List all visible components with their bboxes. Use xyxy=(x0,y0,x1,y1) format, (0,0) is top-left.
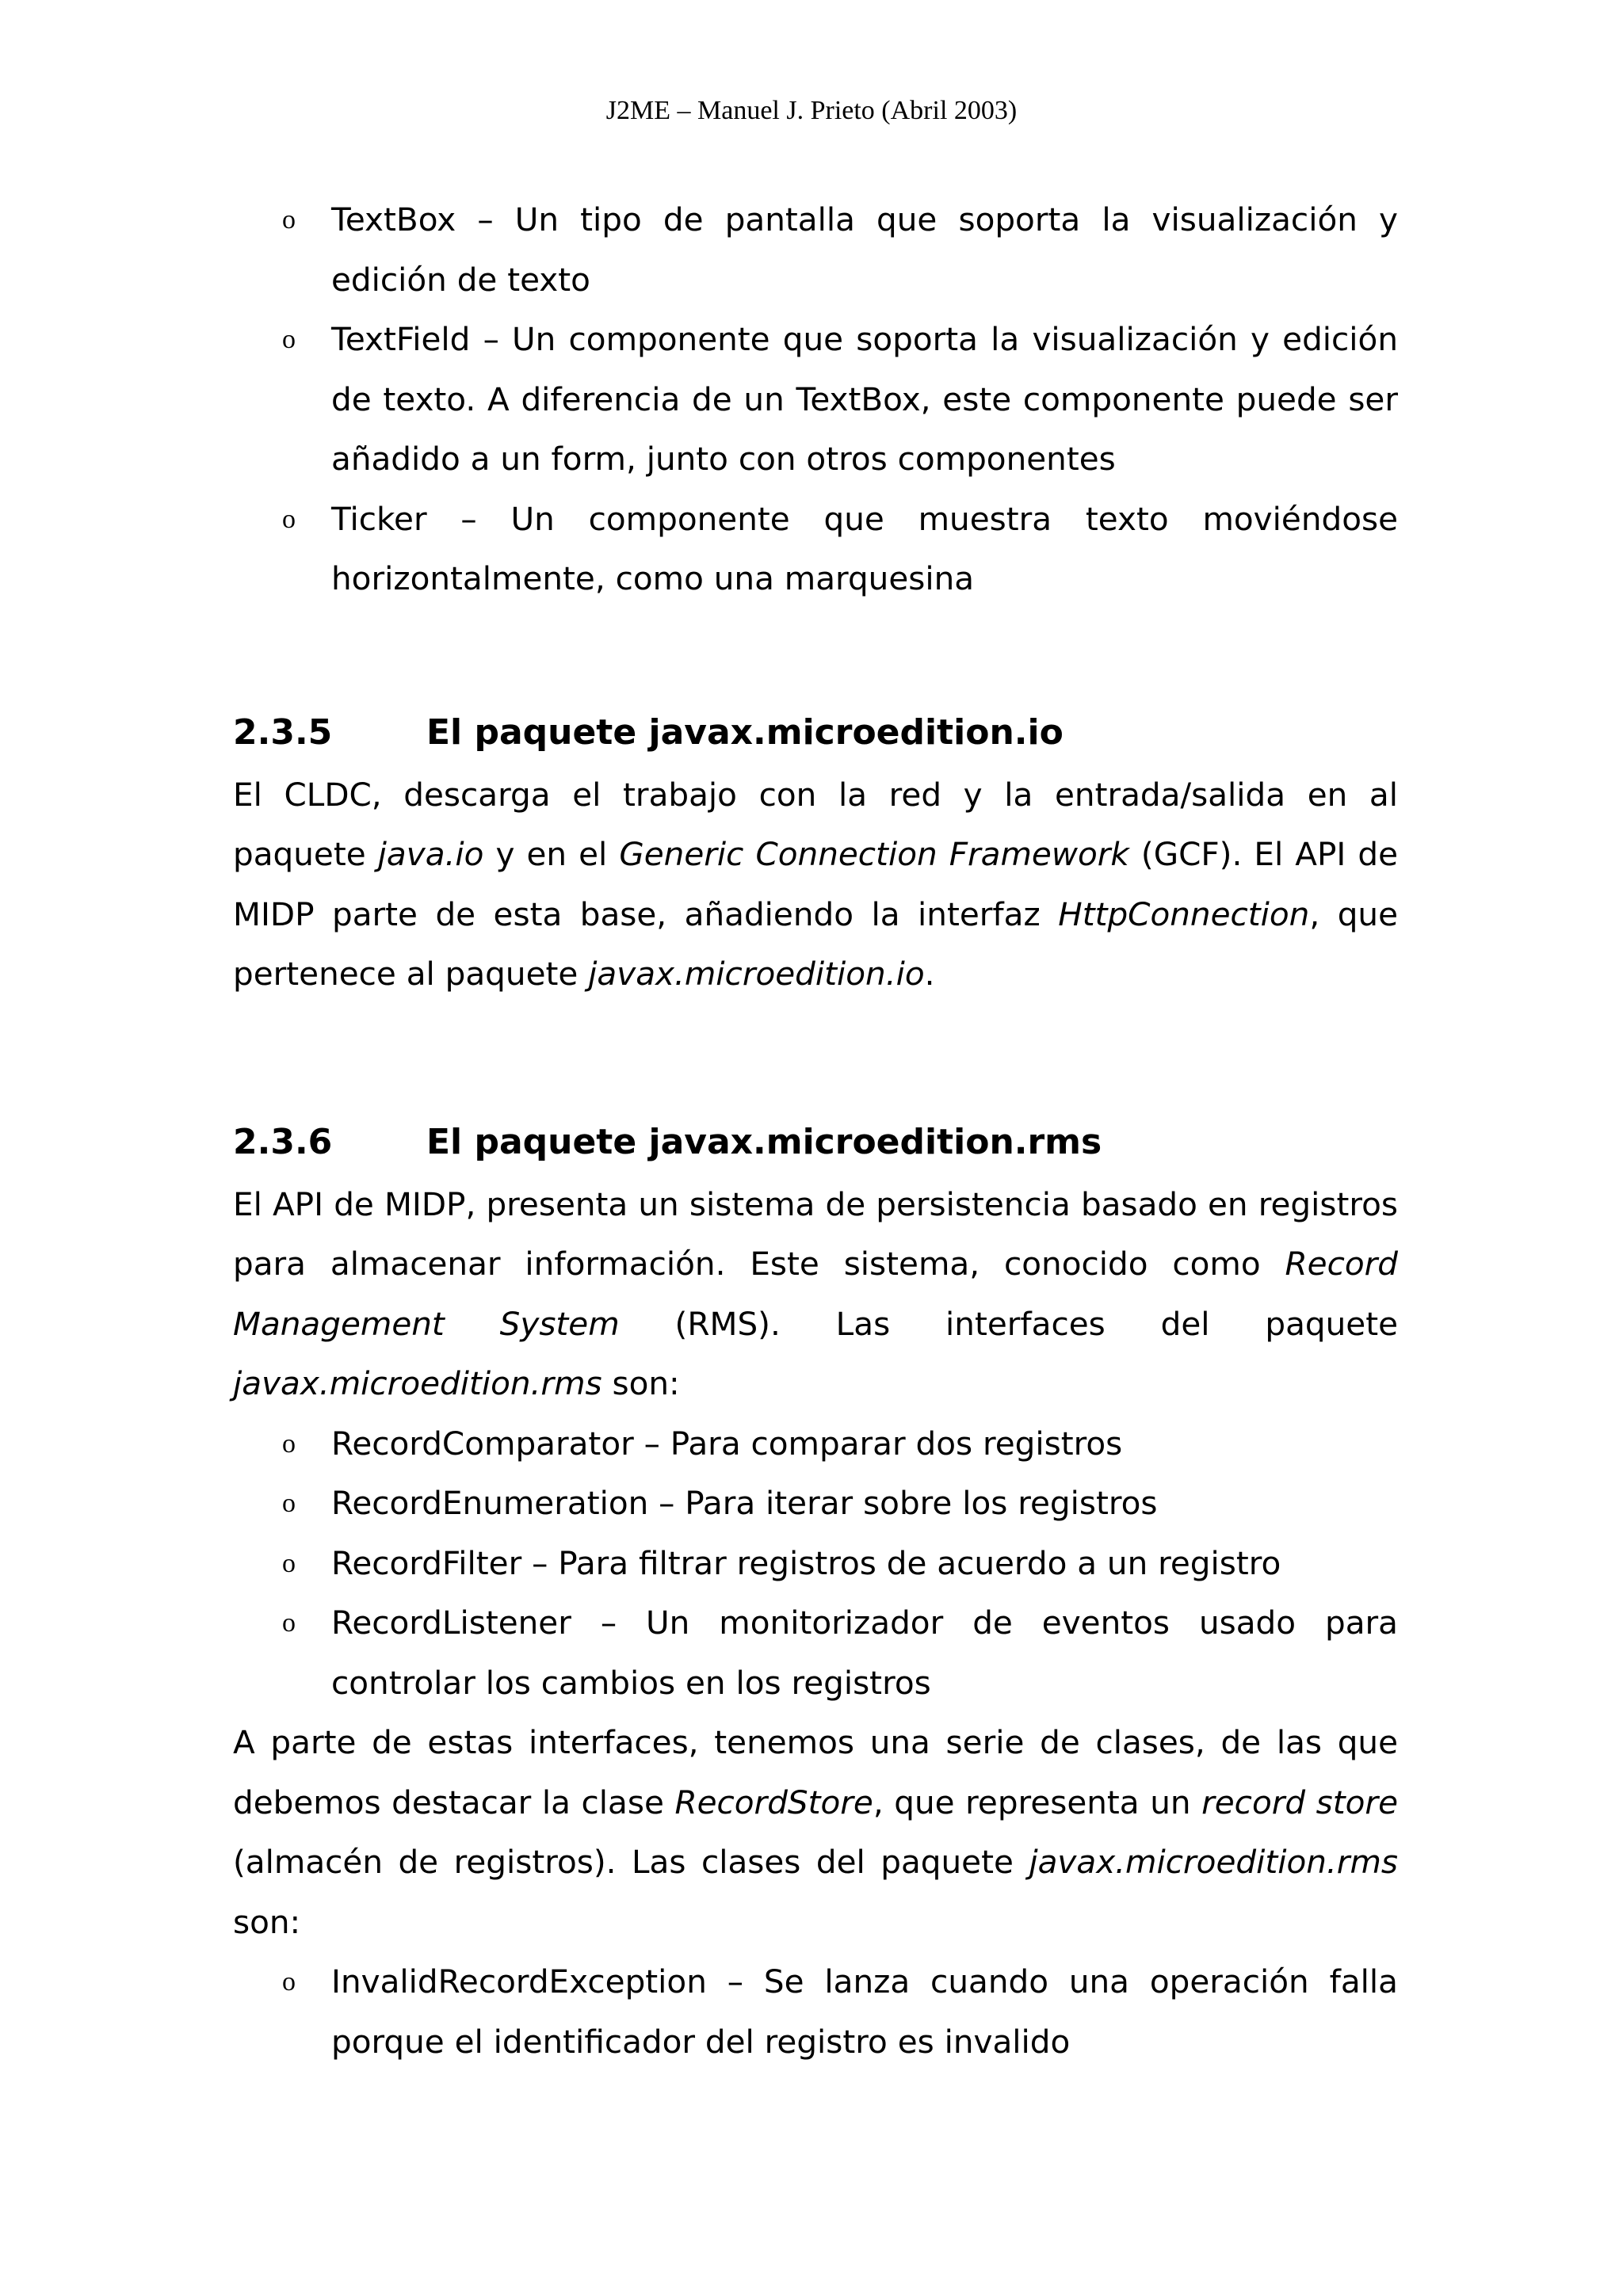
list-item xyxy=(233,1414,1398,1474)
list-item xyxy=(233,1593,1398,1713)
classes-list xyxy=(233,1952,1398,2072)
section-heading-2-3-6 xyxy=(233,1112,1398,1173)
section-number: 2.3.6 xyxy=(233,1121,333,1162)
bullet-circle-icon: o xyxy=(282,1967,296,1997)
italic-term: RecordStore xyxy=(674,1783,873,1821)
running-header: J2ME – Manuel J. Prieto (Abril 2003) xyxy=(605,96,1018,125)
section-heading-2-3-5 xyxy=(233,703,1398,763)
list-item xyxy=(233,1474,1398,1534)
list-item xyxy=(233,490,1398,609)
section-title: El paquete javax.microedition.io xyxy=(426,711,1064,753)
section-paragraph xyxy=(233,1175,1398,1414)
component-list xyxy=(233,190,1398,609)
list-item-text: Ticker – Un componente que muestra texto moviéndose horizontalmente, como una marquesina xyxy=(331,499,1398,597)
italic-term: javax.microedition.rms xyxy=(233,1364,602,1402)
section-title: El paquete javax.microedition.rms xyxy=(426,1121,1102,1162)
bullet-circle-icon: o xyxy=(282,1548,296,1578)
text-run: (GCF). El API de MIDP parte de esta base, añadiendo la interfaz xyxy=(233,835,1399,933)
text-run: , que representa un xyxy=(873,1783,1202,1821)
bullet-circle-icon: o xyxy=(282,205,296,235)
list-item-text: TextBox – Un tipo de pantalla que soporta la visualización y edición de texto xyxy=(331,200,1398,299)
text-run: A parte de estas interfaces, tenemos una serie de clases, de las que debemos destacar la clase xyxy=(233,1723,1398,1821)
list-item xyxy=(233,1534,1398,1594)
text-run: son: xyxy=(233,1902,301,1941)
italic-term: HttpConnection xyxy=(1058,894,1310,933)
text-run: . xyxy=(924,955,935,993)
page-body xyxy=(233,190,1398,2072)
text-run: El API de MIDP, presenta un sistema de persistencia basado en registros para almacenar información. Este sistema, conocido como xyxy=(233,1184,1398,1283)
bullet-circle-icon: o xyxy=(282,504,296,534)
list-item xyxy=(233,310,1398,490)
list-item-text: TextField – Un componente que soporta la visualización y edición de texto. A diferencia de un TextBox, este componente puede ser añadido a un form, junto con otros componentes xyxy=(331,320,1398,478)
section-number: 2.3.5 xyxy=(233,711,333,753)
text-run: y en el xyxy=(483,835,620,873)
text-run: (almacén de registros). Las clases del paquete xyxy=(233,1843,1029,1881)
list-item-text: RecordEnumeration – Para iterar sobre los registros xyxy=(331,1484,1158,1522)
text-run: son: xyxy=(601,1364,680,1402)
section-paragraph xyxy=(233,1713,1398,1952)
list-item-text: RecordFilter – Para filtrar registros de acuerdo a un registro xyxy=(331,1543,1281,1582)
bullet-circle-icon: o xyxy=(282,1489,296,1518)
text-run: El CLDC, descarga el trabajo con la red y la entrada/salida en al paquete xyxy=(233,775,1398,873)
italic-term: javax.microedition.io xyxy=(588,955,925,993)
list-item-text: RecordComparator – Para comparar dos registros xyxy=(331,1424,1123,1463)
italic-term: java.io xyxy=(377,835,484,873)
text-run: (RMS). Las interfaces del paquete xyxy=(619,1304,1398,1343)
section-paragraph xyxy=(233,765,1398,1005)
list-item-text: InvalidRecordException – Se lanza cuando una operación falla porque el identificador del registro es invalido xyxy=(331,1962,1398,2061)
text-run: , que pertenece al paquete xyxy=(233,894,1398,993)
interfaces-list xyxy=(233,1414,1398,1714)
list-item xyxy=(233,1952,1398,2072)
italic-term: record store xyxy=(1201,1783,1398,1821)
italic-term: javax.microedition.rms xyxy=(1029,1843,1398,1881)
bullet-circle-icon: o xyxy=(282,325,296,354)
bullet-circle-icon: o xyxy=(282,1428,296,1459)
bullet-circle-icon: o xyxy=(282,1608,296,1638)
list-item-text: RecordListener – Un monitorizador de eventos usado para controlar los cambios en los registros xyxy=(331,1604,1398,1702)
italic-term: Record Management System xyxy=(233,1245,1398,1343)
italic-term: Generic Connection Framework xyxy=(619,835,1129,873)
list-item xyxy=(233,190,1398,310)
